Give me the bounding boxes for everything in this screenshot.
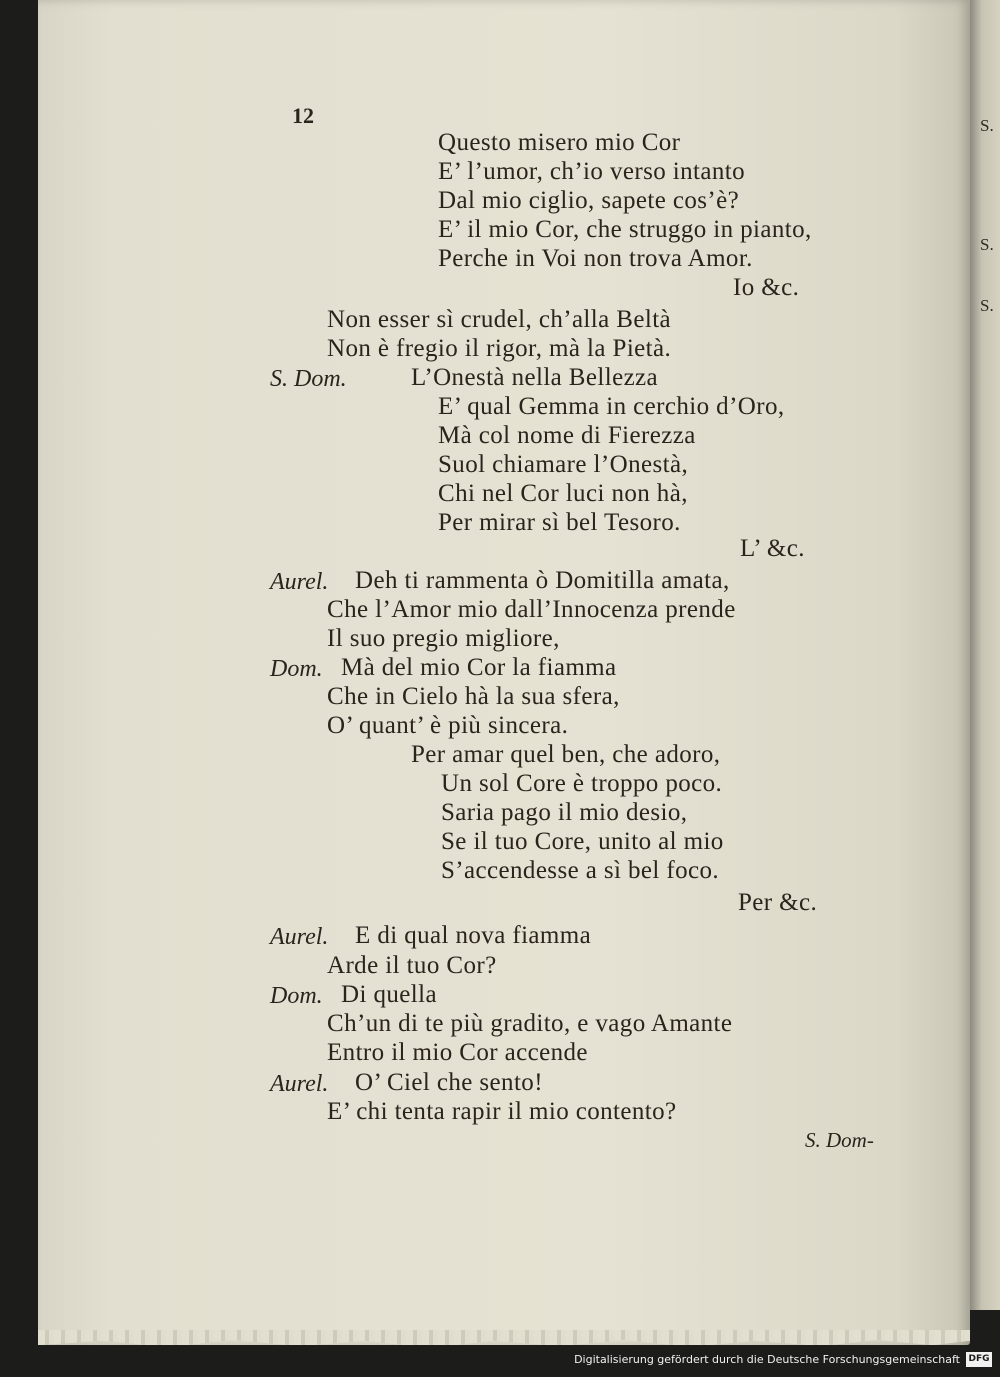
speaker-label: Aurel.: [270, 1071, 329, 1097]
speaker-label: Aurel.: [270, 569, 329, 595]
verse-line: E’ l’umor, ch’io verso intanto: [438, 158, 745, 185]
verse-line: L’Onestà nella Bellezza: [411, 364, 659, 391]
verse-line: E’ il mio Cor, che struggo in pianto,: [438, 216, 812, 243]
verse-line: Saria pago il mio desio,: [441, 799, 688, 826]
adjacent-page-letter: S.: [980, 116, 994, 135]
verse-line: Chi nel Cor luci non hà,: [438, 480, 688, 507]
verse-line: Deh ti rammenta ò Domitilla amata,: [355, 567, 730, 594]
da-capo-marker: L’ &c.: [740, 535, 805, 562]
catchword: S. Dom-: [805, 1128, 874, 1152]
verse-line: Non esser sì crudel, ch’alla Beltà: [327, 306, 672, 333]
verse-line: Non è fregio il rigor, mà la Pietà.: [327, 335, 672, 362]
verse-line: E’ chi tenta rapir il mio contento?: [327, 1098, 677, 1125]
verse-line: O’ quant’ è più sincera.: [327, 712, 569, 739]
speaker-label: Dom.: [270, 656, 323, 682]
verse-line: Il suo pregio migliore,: [327, 625, 560, 652]
speaker-label: Dom.: [270, 983, 323, 1009]
verse-line: Questo misero mio Cor: [438, 129, 681, 156]
da-capo-marker: Per &c.: [738, 889, 818, 916]
speaker-label: S. Dom.: [270, 366, 347, 392]
verse-line: Perche in Voi non trova Amor.: [438, 245, 753, 272]
verse-line: Ch’un di te più gradito, e vago Amante: [327, 1010, 733, 1037]
page-number: 12: [292, 103, 314, 128]
verse-line: Mà del mio Cor la fiamma: [341, 654, 617, 681]
verse-line: Che l’Amor mio dall’Innocenza prende: [327, 596, 736, 623]
verse-line: E di qual nova fiamma: [355, 922, 592, 949]
verse-line: E’ qual Gemma in cerchio d’Oro,: [438, 393, 785, 420]
speaker-label: Aurel.: [270, 924, 329, 950]
footer-credit: Digitalisierung gefördert durch die Deutsche Forschungsgemeinschaft: [574, 1353, 960, 1366]
verse-line: Entro il mio Cor accende: [327, 1039, 588, 1066]
dfg-logo-icon: DFG: [966, 1352, 992, 1367]
verse-line: Per amar quel ben, che adoro,: [411, 741, 721, 768]
adjacent-page-letter: S.: [980, 296, 994, 315]
verse-line: Mà col nome di Fierezza: [438, 422, 696, 449]
verse-line: O’ Ciel che sento!: [355, 1069, 543, 1096]
verse-line: Dal mio ciglio, sapete cos’è?: [438, 187, 740, 214]
verse-line: Di quella: [341, 981, 437, 1008]
verse-line: Suol chiamare l’Onestà,: [438, 451, 689, 478]
verse-line: Arde il tuo Cor?: [327, 952, 497, 979]
adjacent-page-letter: S.: [980, 235, 994, 254]
digitization-footer: [0, 1345, 1000, 1377]
verse-line: Che in Cielo hà la sua sfera,: [327, 683, 620, 710]
verse-line: S’accendesse a sì bel foco.: [441, 857, 720, 884]
verse-line: Un sol Core è troppo poco.: [441, 770, 723, 797]
adjacent-page-strip: [970, 0, 1000, 1310]
verse-line: Se il tuo Core, unito al mio: [441, 828, 724, 855]
da-capo-marker: Io &c.: [733, 274, 800, 301]
verse-line: Per mirar sì bel Tesoro.: [438, 509, 681, 536]
